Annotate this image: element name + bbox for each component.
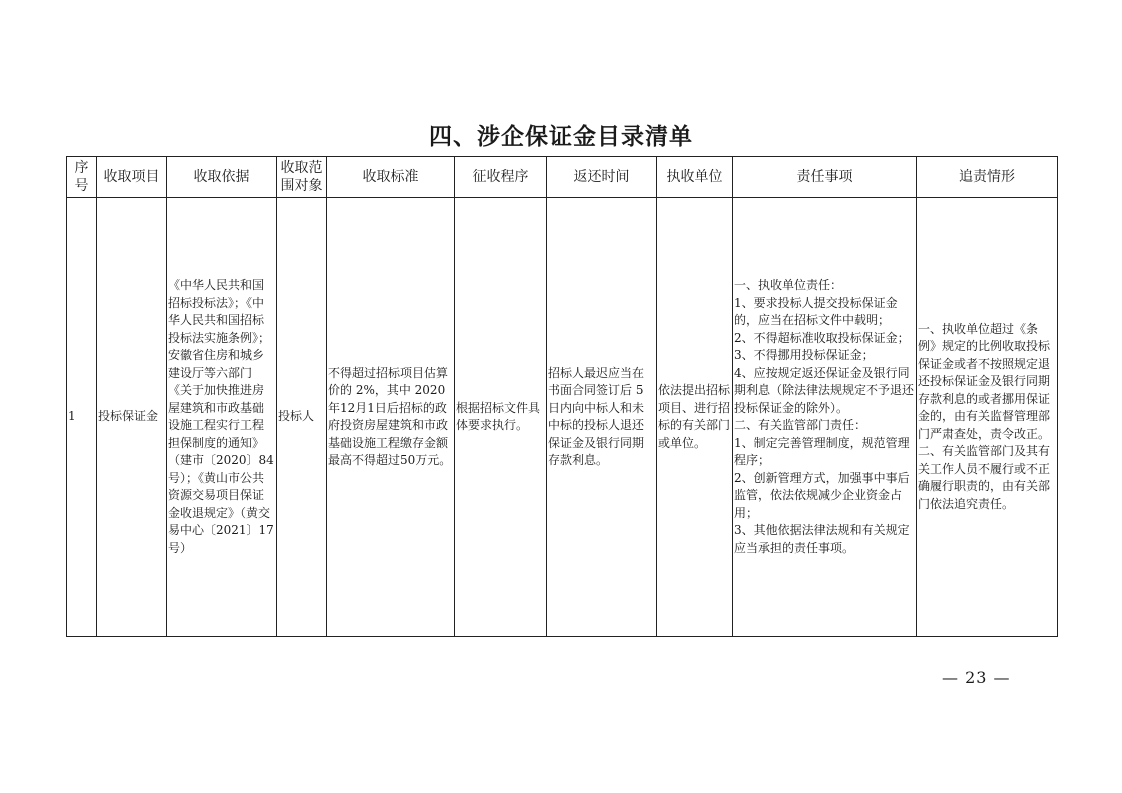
table-row [67,198,1058,637]
cell-accountability: 一、执收单位超过《条例》规定的比例收取投标保证金或者不按照规定退还投标保证金及银行同期存款利息的或者挪用保证金的，由有关监督管理部门严肃查处，责令改正。 二、有关监管部门及其有关工作人员不履行或不正确履行职责的，由有关部门依法追究责任。 [917,198,1058,637]
cell-procedure: 根据招标文件具体要求执行。 [455,198,547,637]
margin-catalog-table [66,156,1058,637]
header-index: 序号 [67,157,97,198]
header-item: 收取项目 [97,157,167,198]
header-standard: 收取标准 [327,157,455,198]
header-responsibility: 责任事项 [733,157,917,198]
header-scope: 收取范围对象 [277,157,327,198]
header-basis: 收取依据 [167,157,277,198]
page-number: — 23 — [942,668,1011,687]
cell-item: 投标保证金 [97,198,167,637]
cell-index: 1 [67,198,97,637]
cell-responsibility: 一、执收单位责任： 1、要求投标人提交投标保证金的，应当在招标文件中载明； 2、不得超标准收取投标保证金； 3、不得挪用投标保证金； 4、应按规定返还保证金及银行同期利息（除法律法规规定不予退还投标保证金的除外）。 二、有关监管部门责任： 1、制定完善管理制度，规范管理程序； 2、创新管理方式，加强事中事后监管，依法依规减少企业资金占用； 3、其他依据法律法规和有关规定应当承担的责任事项。 [733,198,917,637]
table-header-row [67,157,1058,198]
cell-unit: 依法提出招标项目、进行招标的有关部门或单位。 [657,198,733,637]
cell-standard: 不得超过招标项目估算价的 2%，其中 2020年12月1日后招标的政府投资房屋建筑和市政基础设施工程缴存金额最高不得超过50万元。 [327,198,455,637]
header-return-time: 返还时间 [547,157,657,198]
header-accountability: 追责情形 [917,157,1058,198]
page-title: 四、涉企保证金目录清单 [429,124,693,150]
header-unit: 执收单位 [657,157,733,198]
cell-basis: 《中华人民共和国招标投标法》；《中华人民共和国招标投标法实施条例》；安徽省住房和城乡建设厅等六部门《关于加快推进房屋建筑和市政基础设施工程实行工程担保制度的通知》（建市〔2020〕84号）；《黄山市公共资源交易项目保证金收退规定》（黄交易中心〔2021〕17号） [167,198,277,637]
cell-scope: 投标人 [277,198,327,637]
header-procedure: 征收程序 [455,157,547,198]
cell-return-time: 招标人最迟应当在书面合同签订后 5 日内向中标人和未中标的投标人退还保证金及银行同期存款利息。 [547,198,657,637]
